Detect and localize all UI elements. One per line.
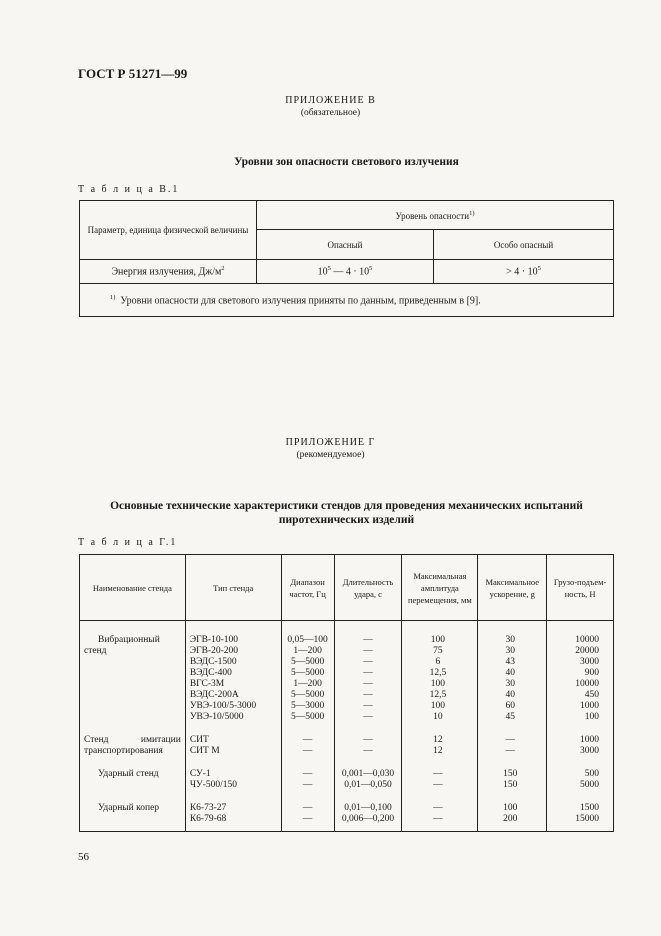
stand-name-cell (80, 793, 186, 832)
freq-value: — (302, 780, 313, 790)
load-value: 1000 (580, 701, 599, 711)
duration-value: 0,006—0,200 (341, 814, 395, 824)
accel-cell (478, 759, 547, 793)
types-value: К6-73-27 (189, 803, 227, 813)
stand-name: Вибрационный стенд (84, 635, 160, 656)
load-cell (547, 793, 614, 832)
freq-value: 1—200 (293, 679, 322, 689)
accel-value: 43 (505, 657, 515, 667)
types-value: СИТ (189, 735, 209, 745)
col-freq-header: Диапазон частот, Гц (281, 555, 334, 621)
appendix-g-subtitle: (рекомендуемое) (296, 450, 365, 460)
duration-value: — (363, 690, 373, 700)
duration-value: 0,001—0,030 (341, 769, 395, 779)
col-dangerous-header: Опасный (257, 230, 434, 260)
duration-value: — (363, 646, 373, 656)
amplitude-value: 12 (433, 735, 443, 745)
stand-name-cell (80, 725, 186, 759)
col-name-header: Наименование стенда (80, 555, 186, 621)
types-value: СУ-1 (189, 769, 211, 779)
types-cell (185, 793, 281, 832)
accel-value: 30 (505, 679, 515, 689)
load-value: 15000 (575, 814, 599, 824)
accel-value: 150 (503, 780, 518, 790)
table-b1-footnote: $^{1)}$ Уровни опасности для светового излучения приняты по данным, приведенным в [9]. (80, 284, 614, 317)
load-value: 10000 (575, 635, 599, 645)
duration-value: — (363, 635, 373, 645)
load-value: 100 (584, 712, 599, 722)
freq-value: 5—5000 (290, 668, 325, 678)
table-row (80, 759, 614, 793)
duration-cell (334, 621, 402, 726)
table-row (80, 793, 614, 832)
types-value: ВЭДС-400 (189, 668, 232, 678)
amplitude-value: 12 (433, 746, 443, 756)
amplitude-cell (402, 759, 478, 793)
load-cell (547, 759, 614, 793)
types-value: ЭГВ-20-200 (189, 646, 238, 656)
duration-value: — (363, 701, 373, 711)
freq-value: 1—200 (293, 646, 322, 656)
row-param-cell: Энергия излучения, $Дж/м^2$ (80, 260, 257, 284)
accel-cell (478, 621, 547, 726)
col-level-header: Уровень опасности$^{1)}$ (257, 201, 614, 230)
accel-value: 60 (505, 701, 515, 711)
load-cell (547, 725, 614, 759)
duration-value: — (363, 668, 373, 678)
stand-name: Стенд имитации транспортирования (84, 735, 181, 756)
duration-value: — (363, 746, 373, 756)
types-value: ЭГВ-10-100 (189, 635, 238, 645)
load-value: 10000 (575, 679, 599, 689)
load-value: 450 (584, 690, 599, 700)
types-value: К6-79-68 (189, 814, 227, 824)
accel-cell (478, 725, 547, 759)
duration-cell (334, 793, 402, 832)
load-value: 3000 (580, 657, 599, 667)
amplitude-value: 12,5 (429, 668, 447, 678)
types-value: УВЭ-10/5000 (189, 712, 244, 722)
freq-value: 0,05—100 (287, 635, 328, 645)
amplitude-value: 75 (433, 646, 443, 656)
appendix-b-heading: Уровни зон опасности светового излучения (234, 156, 459, 168)
appendix-b-title: ПРИЛОЖЕНИЕ В (285, 95, 376, 106)
appendix-g-title: ПРИЛОЖЕНИЕ Г (285, 437, 376, 448)
accel-value: 45 (505, 712, 515, 722)
stand-name-cell (80, 759, 186, 793)
load-value: 1000 (580, 735, 599, 745)
col-type-header: Тип стенда (185, 555, 281, 621)
duration-value: — (363, 735, 373, 745)
freq-value: 5—3000 (290, 701, 325, 711)
amplitude-value: 6 (435, 657, 441, 667)
freq-value: — (302, 803, 313, 813)
freq-value: 5—5000 (290, 712, 325, 722)
load-value: 1500 (580, 803, 599, 813)
load-value: 20000 (575, 646, 599, 656)
accel-value: — (505, 735, 515, 745)
amplitude-value: 12,5 (429, 690, 447, 700)
row-very-dangerous-cell: > $4 \cdot 10^5$ (434, 260, 614, 284)
col-load-header: Грузо-подъем-ность, Н (547, 555, 614, 621)
freq-cell (281, 725, 334, 759)
amplitude-cell (402, 793, 478, 832)
appendix-b-subtitle: (обязательное) (300, 108, 361, 118)
duration-value: — (363, 712, 373, 722)
duration-cell (334, 759, 402, 793)
accel-value: 150 (503, 769, 518, 779)
types-cell (185, 621, 281, 726)
table-row (80, 725, 614, 759)
accel-value: 30 (505, 635, 515, 645)
amplitude-value: 100 (430, 701, 445, 711)
duration-value: — (363, 679, 373, 689)
duration-value: 0,01—0,100 (344, 803, 392, 813)
types-value: ВЭДС-200А (189, 690, 239, 700)
types-value: ЧУ-500/150 (189, 780, 238, 790)
col-accel-header: Максимальное ускорение, g (478, 555, 547, 621)
types-value: СИТ М (189, 746, 220, 756)
stand-name: Ударный копер (98, 803, 160, 813)
col-param-header: Параметр, единица физической величины (80, 201, 257, 260)
freq-value: — (302, 746, 313, 756)
table-b1 (79, 200, 614, 317)
table-b1-label: Т а б л и ц а В.1 (78, 184, 180, 195)
duration-value: — (363, 657, 373, 667)
load-value: 3000 (580, 746, 599, 756)
stand-name-cell (80, 621, 186, 726)
page-number: 56 (78, 851, 89, 863)
types-value: ВЭДС-1500 (189, 657, 237, 667)
accel-value: 40 (505, 668, 515, 678)
amplitude-value: 100 (430, 679, 445, 689)
table-row (80, 621, 614, 726)
freq-cell (281, 793, 334, 832)
duration-cell (334, 725, 402, 759)
amplitude-value: — (433, 769, 443, 779)
amplitude-value: — (433, 780, 443, 790)
types-value: ВГС-3М (189, 679, 225, 689)
amplitude-value: 100 (430, 635, 445, 645)
freq-cell (281, 621, 334, 726)
duration-value: 0,01—0,050 (344, 780, 392, 790)
types-value: УВЭ-100/5-3000 (189, 701, 257, 711)
freq-value: 5—5000 (290, 657, 325, 667)
accel-value: 40 (505, 690, 515, 700)
amplitude-cell (402, 621, 478, 726)
freq-value: — (302, 814, 313, 824)
row-dangerous-cell: $10^5$ — $4 \cdot 10^5$ (257, 260, 434, 284)
accel-value: 100 (503, 803, 518, 813)
table-g1-label: Т а б л и ц а Г.1 (78, 537, 178, 548)
stand-name: Ударный стенд (98, 769, 159, 779)
freq-value: — (302, 769, 313, 779)
accel-value: 30 (505, 646, 515, 656)
load-value: 5000 (580, 780, 599, 790)
col-duration-header: Длительность удара, с (334, 555, 402, 621)
types-cell (185, 725, 281, 759)
col-very-dangerous-header: Особо опасный (434, 230, 614, 260)
amplitude-value: — (433, 803, 443, 813)
amplitude-cell (402, 725, 478, 759)
freq-value: — (302, 735, 313, 745)
col-amplitude-header: Максимальная амплитуда перемещения, мм (402, 555, 478, 621)
load-value: 500 (584, 769, 599, 779)
load-cell (547, 621, 614, 726)
amplitude-value: — (433, 814, 443, 824)
load-value: 900 (584, 668, 599, 678)
types-cell (185, 759, 281, 793)
appendix-g-heading: Основные технические характеристики стендов для проведения механических испытаний пиротехнических изделий (110, 500, 583, 526)
table-g1 (79, 554, 614, 832)
accel-value: — (505, 746, 515, 756)
freq-value: 5—5000 (290, 690, 325, 700)
document-header: ГОСТ Р 51271—99 (78, 66, 188, 81)
accel-cell (478, 793, 547, 832)
amplitude-value: 10 (433, 712, 443, 722)
accel-value: 200 (503, 814, 518, 824)
freq-cell (281, 759, 334, 793)
